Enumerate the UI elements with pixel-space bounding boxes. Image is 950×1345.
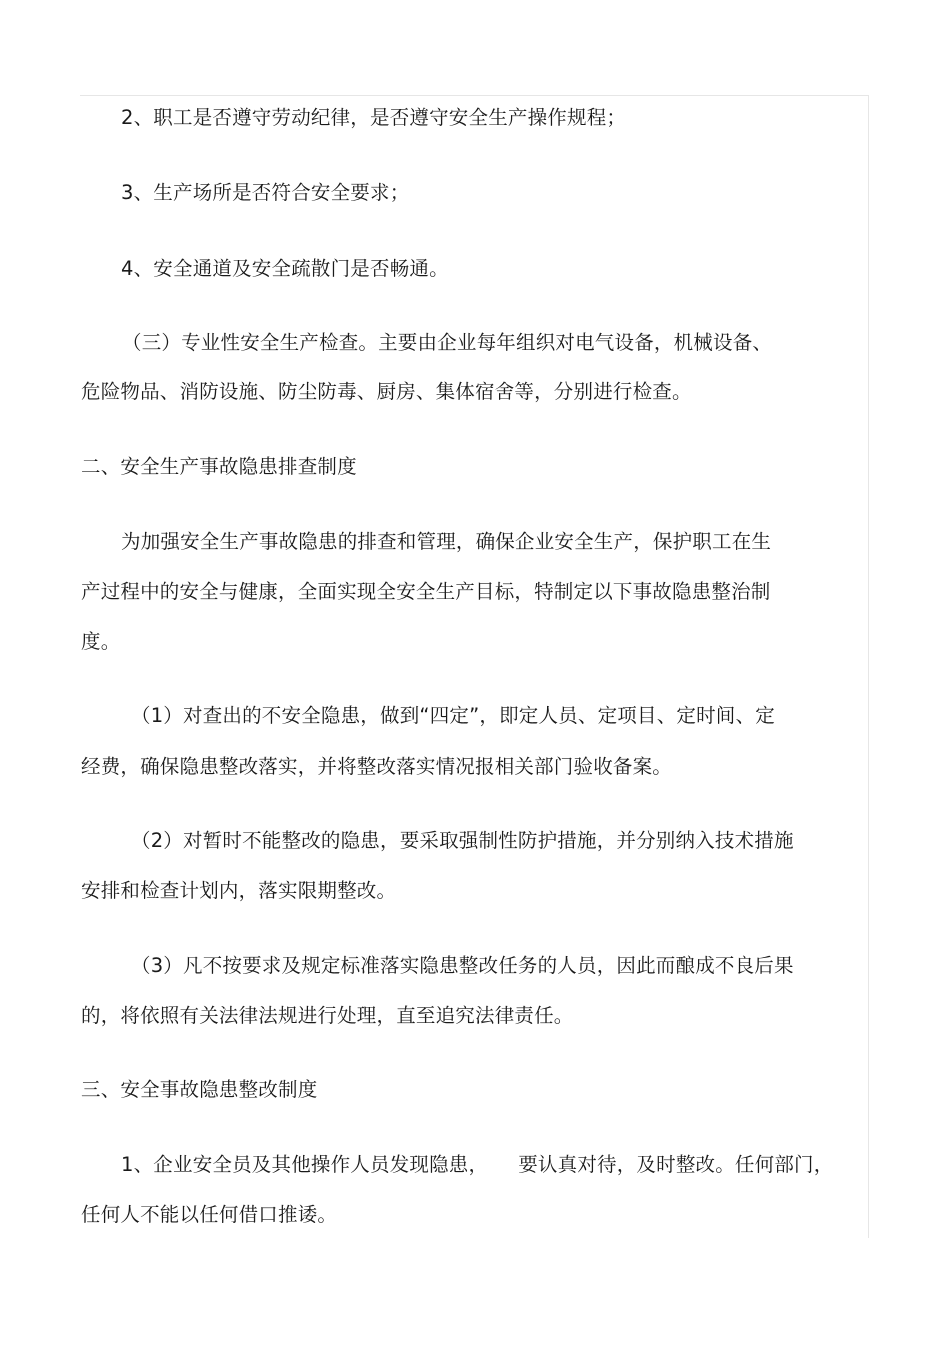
section-2-point-3-line-1: （3）凡不按要求及规定标准落实隐患整改任务的人员，因此而酿成不良后果 bbox=[131, 954, 794, 977]
section-2-point-2-line-1: （2）对暂时不能整改的隐患，要采取强制性防护措施，并分别纳入技术措施 bbox=[131, 829, 794, 852]
section-2-intro-line-1: 为加强安全生产事故隐患的排查和管理，确保企业安全生产，保护职工在生 bbox=[121, 530, 772, 553]
section-2-point-1-line-2: 经费，确保隐患整改落实，并将整改落实情况报相关部门验收备案。 bbox=[81, 755, 673, 778]
special-inspection-line-2: 危险物品、消防设施、防尘防毒、厨房、集体宿舍等，分别进行检查。 bbox=[81, 380, 692, 403]
section-2-point-1-line-1: （1）对查出的不安全隐患，做到“四定”，即定人员、定项目、定时间、定 bbox=[131, 704, 775, 727]
section-2-point-3-line-2: 的，将依照有关法律法规进行处理，直至追究法律责任。 bbox=[81, 1004, 574, 1027]
section-2-intro-line-2: 产过程中的安全与健康，全面实现全安全生产目标，特制定以下事故隐患整治制 bbox=[81, 580, 771, 603]
section-3-item-1-line-1 bbox=[121, 1153, 833, 1177]
section-2-heading: 二、安全生产事故隐患排查制度 bbox=[81, 455, 357, 478]
special-inspection-line-1: （三）专业性安全生产检查。主要由企业每年组织对电气设备，机械设备、 bbox=[122, 331, 773, 354]
section-3-item-1-part-2: 要认真对待，及时整改。任何部门， bbox=[518, 1153, 834, 1176]
section-2-intro-line-3: 度。 bbox=[81, 630, 121, 653]
item-4-text: 4、安全通道及安全疏散门是否畅通。 bbox=[121, 257, 449, 280]
section-2-point-2-line-2: 安排和检查计划内，落实限期整改。 bbox=[81, 879, 397, 902]
section-3-heading: 三、安全事故隐患整改制度 bbox=[81, 1078, 318, 1101]
section-3-item-1-line-2: 任何人不能以任何借口推诿。 bbox=[81, 1203, 338, 1226]
section-3-item-1-part-1: 1、企业安全员及其他操作人员发现隐患， bbox=[121, 1153, 489, 1176]
item-2-text: 2、职工是否遵守劳动纪律，是否遵守安全生产操作规程； bbox=[121, 106, 627, 129]
item-3-text: 3、生产场所是否符合安全要求； bbox=[121, 181, 410, 204]
